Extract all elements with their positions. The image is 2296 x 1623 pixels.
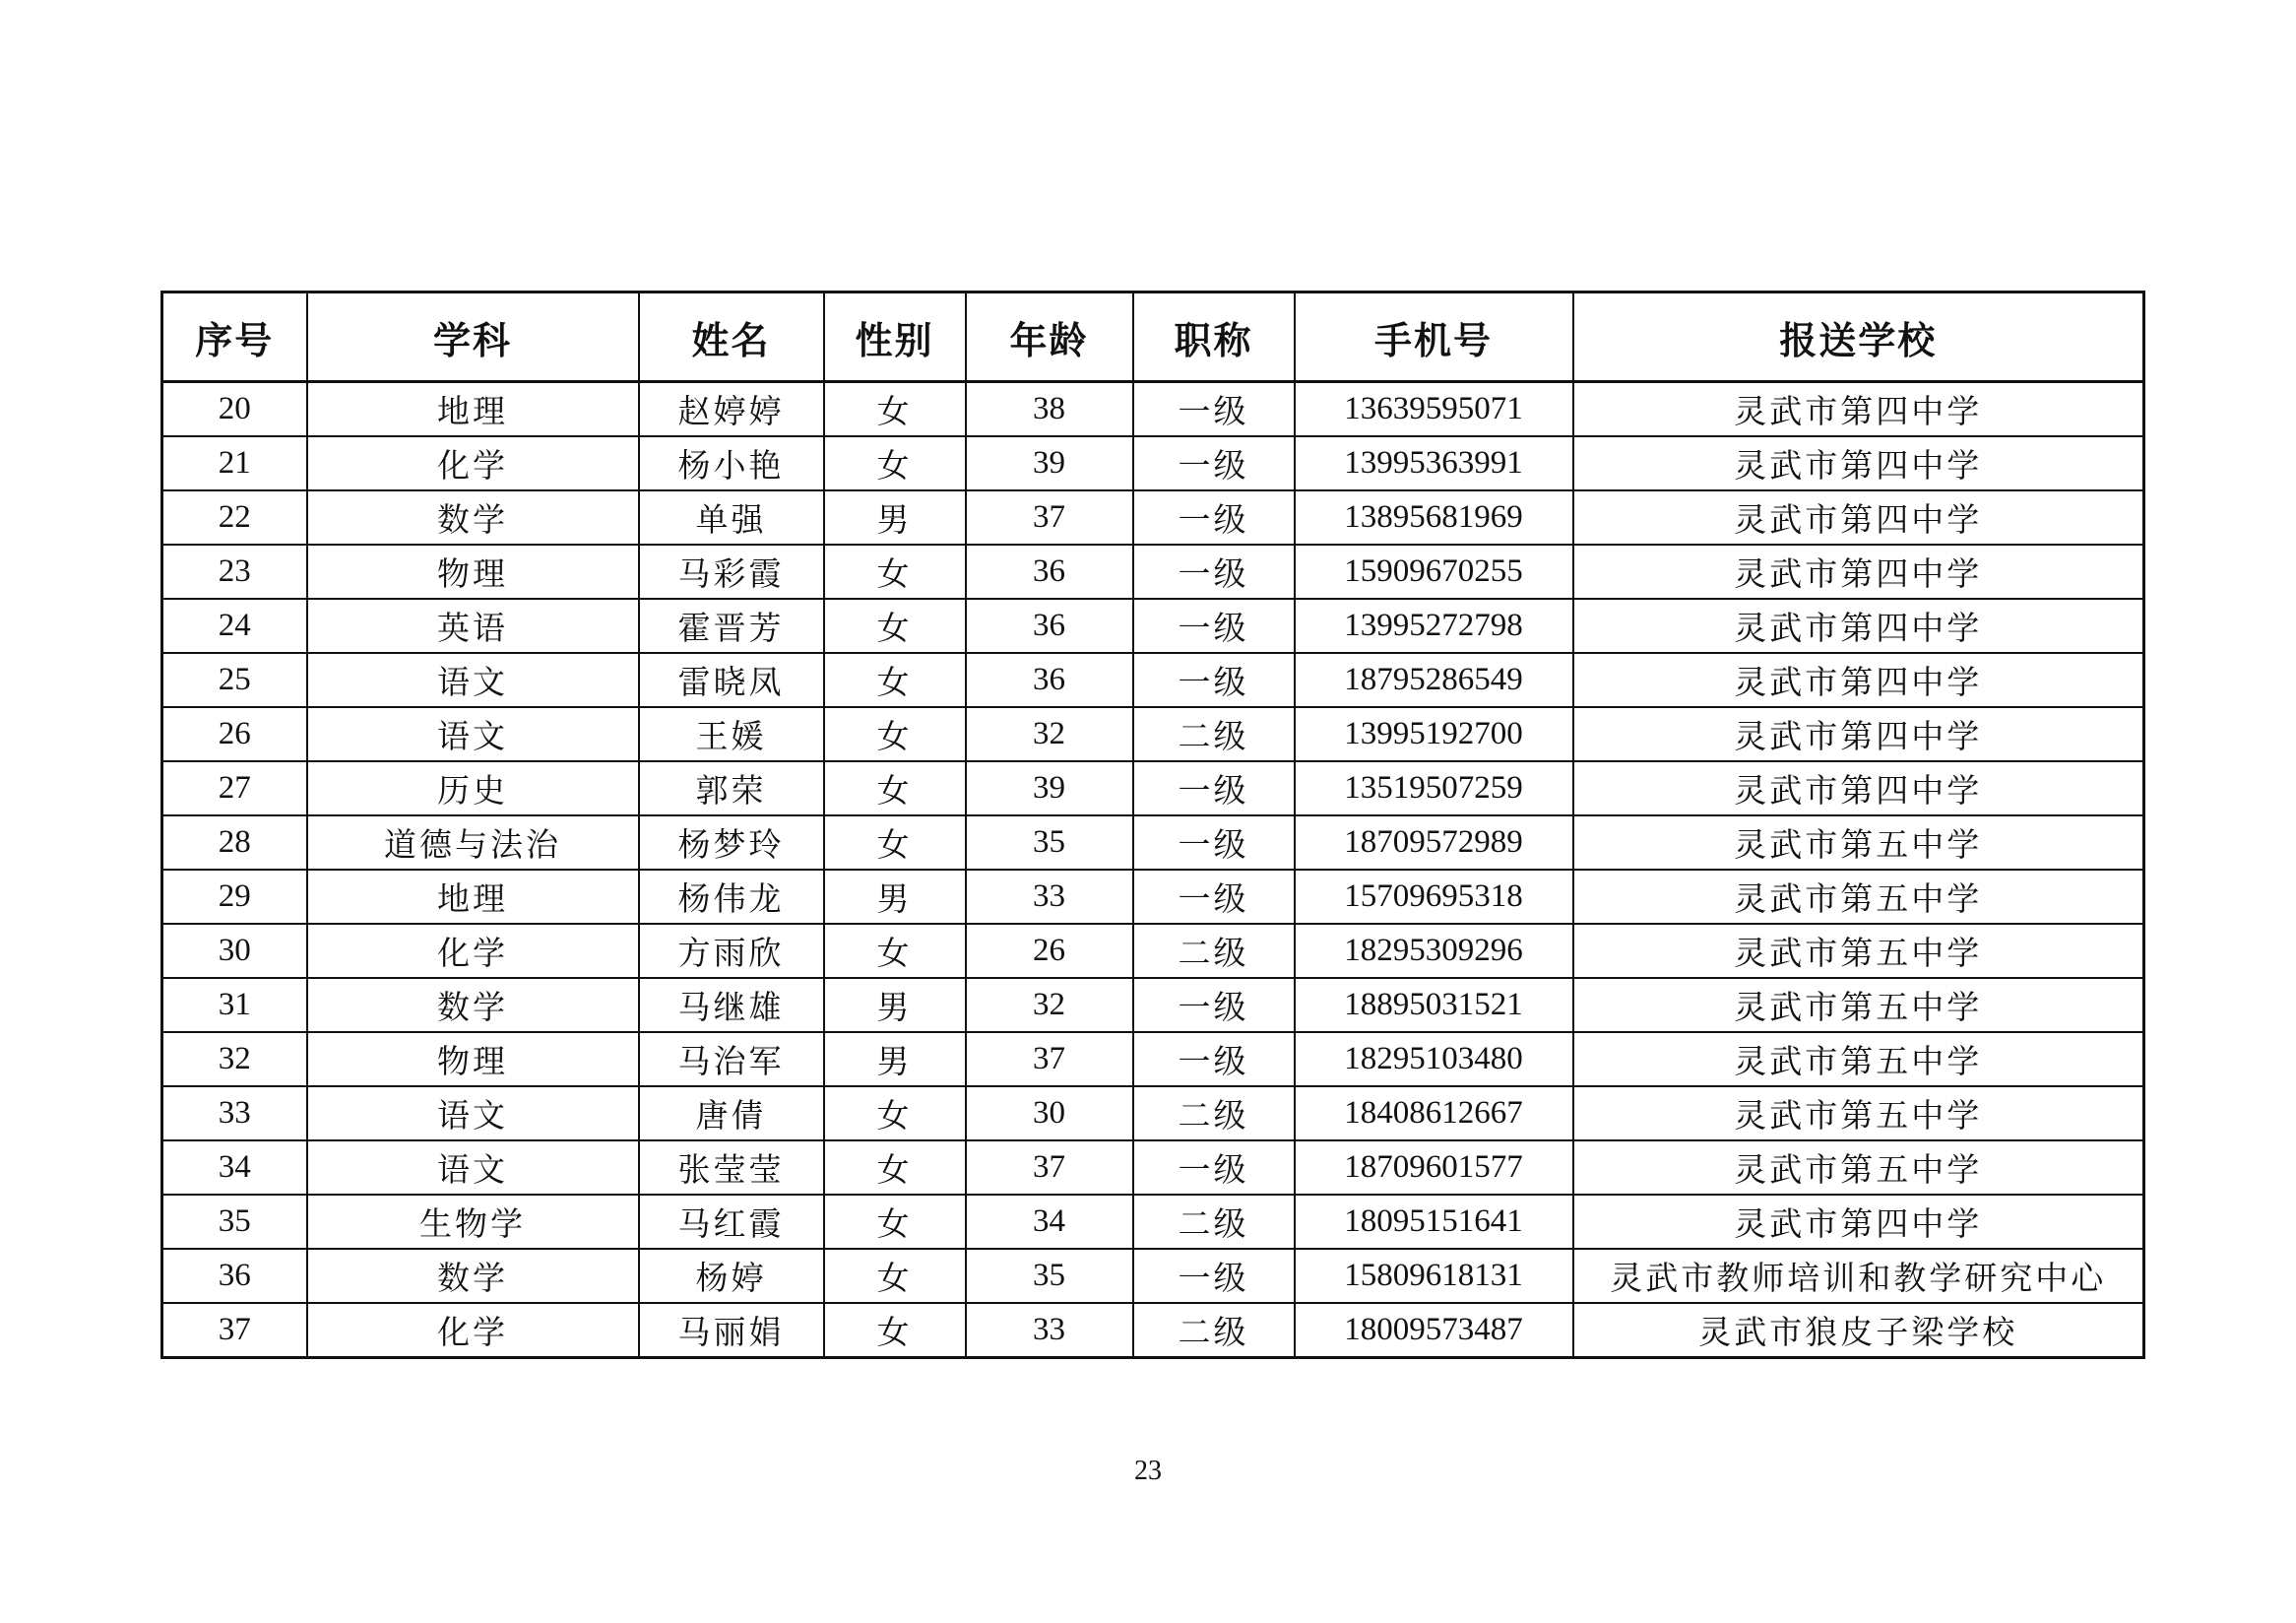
school-cell: 灵武市第五中学 — [1573, 815, 2144, 870]
school-cell: 灵武市第五中学 — [1573, 1140, 2144, 1195]
table-row — [162, 1303, 2144, 1358]
name-cell: 单强 — [639, 490, 824, 545]
age-cell: 32 — [966, 707, 1133, 761]
gender-cell: 女 — [824, 1195, 966, 1249]
subject-cell: 数学 — [307, 490, 639, 545]
age-cell: 37 — [966, 1032, 1133, 1086]
subject-cell: 化学 — [307, 1303, 639, 1358]
subject-cell: 语文 — [307, 1140, 639, 1195]
name-cell: 霍晋芳 — [639, 599, 824, 653]
table-row — [162, 1195, 2144, 1249]
table-row — [162, 707, 2144, 761]
phone-cell: 18408612667 — [1295, 1086, 1573, 1140]
table-row — [162, 382, 2144, 437]
subject-cell: 化学 — [307, 436, 639, 490]
name-cell: 杨小艳 — [639, 436, 824, 490]
title-cell: 一级 — [1133, 1140, 1295, 1195]
serial-cell: 33 — [162, 1086, 307, 1140]
header-phone: 手机号 — [1295, 292, 1573, 382]
phone-cell: 18295309296 — [1295, 924, 1573, 978]
name-cell: 杨婷 — [639, 1249, 824, 1303]
serial-cell: 27 — [162, 761, 307, 815]
title-cell: 二级 — [1133, 707, 1295, 761]
age-cell: 35 — [966, 815, 1133, 870]
school-cell: 灵武市第五中学 — [1573, 978, 2144, 1032]
subject-cell: 数学 — [307, 1249, 639, 1303]
title-cell: 二级 — [1133, 1195, 1295, 1249]
table-row — [162, 599, 2144, 653]
header-school: 报送学校 — [1573, 292, 2144, 382]
school-cell: 灵武市第四中学 — [1573, 545, 2144, 599]
table-row — [162, 490, 2144, 545]
phone-cell: 18709572989 — [1295, 815, 1573, 870]
gender-cell: 女 — [824, 382, 966, 437]
phone-cell: 15809618131 — [1295, 1249, 1573, 1303]
title-cell: 一级 — [1133, 545, 1295, 599]
header-title: 职称 — [1133, 292, 1295, 382]
title-cell: 一级 — [1133, 870, 1295, 924]
age-cell: 36 — [966, 599, 1133, 653]
phone-cell: 15709695318 — [1295, 870, 1573, 924]
serial-cell: 35 — [162, 1195, 307, 1249]
phone-cell: 15909670255 — [1295, 545, 1573, 599]
serial-cell: 30 — [162, 924, 307, 978]
age-cell: 37 — [966, 1140, 1133, 1195]
school-cell: 灵武市第五中学 — [1573, 870, 2144, 924]
school-cell: 灵武市第四中学 — [1573, 653, 2144, 707]
name-cell: 唐倩 — [639, 1086, 824, 1140]
name-cell: 雷晓凤 — [639, 653, 824, 707]
phone-cell: 18895031521 — [1295, 978, 1573, 1032]
serial-cell: 31 — [162, 978, 307, 1032]
header-subject: 学科 — [307, 292, 639, 382]
phone-cell: 18009573487 — [1295, 1303, 1573, 1358]
subject-cell: 数学 — [307, 978, 639, 1032]
table-row — [162, 815, 2144, 870]
phone-cell: 13519507259 — [1295, 761, 1573, 815]
phone-cell: 13639595071 — [1295, 382, 1573, 437]
age-cell: 38 — [966, 382, 1133, 437]
subject-cell: 物理 — [307, 545, 639, 599]
phone-cell: 18095151641 — [1295, 1195, 1573, 1249]
gender-cell: 女 — [824, 1303, 966, 1358]
gender-cell: 女 — [824, 436, 966, 490]
title-cell: 二级 — [1133, 1086, 1295, 1140]
gender-cell: 男 — [824, 1032, 966, 1086]
title-cell: 一级 — [1133, 490, 1295, 545]
school-cell: 灵武市第四中学 — [1573, 436, 2144, 490]
table-row — [162, 924, 2144, 978]
serial-cell: 28 — [162, 815, 307, 870]
name-cell: 马丽娟 — [639, 1303, 824, 1358]
subject-cell: 语文 — [307, 1086, 639, 1140]
name-cell: 马彩霞 — [639, 545, 824, 599]
subject-cell: 英语 — [307, 599, 639, 653]
school-cell: 灵武市第四中学 — [1573, 490, 2144, 545]
gender-cell: 女 — [824, 707, 966, 761]
serial-cell: 21 — [162, 436, 307, 490]
school-cell: 灵武市第四中学 — [1573, 599, 2144, 653]
header-gender: 性别 — [824, 292, 966, 382]
phone-cell: 13995192700 — [1295, 707, 1573, 761]
table-body — [162, 382, 2144, 1358]
gender-cell: 女 — [824, 1086, 966, 1140]
phone-cell: 13995272798 — [1295, 599, 1573, 653]
age-cell: 39 — [966, 761, 1133, 815]
gender-cell: 女 — [824, 1249, 966, 1303]
header-name: 姓名 — [639, 292, 824, 382]
serial-cell: 23 — [162, 545, 307, 599]
table-header — [162, 292, 2144, 382]
phone-cell: 18795286549 — [1295, 653, 1573, 707]
age-cell: 36 — [966, 653, 1133, 707]
title-cell: 一级 — [1133, 978, 1295, 1032]
title-cell: 一级 — [1133, 1249, 1295, 1303]
age-cell: 36 — [966, 545, 1133, 599]
subject-cell: 语文 — [307, 653, 639, 707]
title-cell: 二级 — [1133, 1303, 1295, 1358]
gender-cell: 女 — [824, 761, 966, 815]
phone-cell: 13895681969 — [1295, 490, 1573, 545]
age-cell: 34 — [966, 1195, 1133, 1249]
title-cell: 一级 — [1133, 1032, 1295, 1086]
serial-cell: 24 — [162, 599, 307, 653]
name-cell: 马继雄 — [639, 978, 824, 1032]
title-cell: 一级 — [1133, 653, 1295, 707]
serial-cell: 36 — [162, 1249, 307, 1303]
table-row — [162, 761, 2144, 815]
subject-cell: 道德与法治 — [307, 815, 639, 870]
table-row — [162, 978, 2144, 1032]
table-row — [162, 436, 2144, 490]
table-row — [162, 545, 2144, 599]
table-row — [162, 1032, 2144, 1086]
title-cell: 一级 — [1133, 815, 1295, 870]
gender-cell: 女 — [824, 545, 966, 599]
name-cell: 马红霞 — [639, 1195, 824, 1249]
school-cell: 灵武市第四中学 — [1573, 761, 2144, 815]
subject-cell: 历史 — [307, 761, 639, 815]
gender-cell: 女 — [824, 1140, 966, 1195]
school-cell: 灵武市第五中学 — [1573, 1032, 2144, 1086]
gender-cell: 女 — [824, 815, 966, 870]
header-serial: 序号 — [162, 292, 307, 382]
serial-cell: 37 — [162, 1303, 307, 1358]
subject-cell: 地理 — [307, 870, 639, 924]
school-cell: 灵武市第五中学 — [1573, 924, 2144, 978]
title-cell: 二级 — [1133, 924, 1295, 978]
serial-cell: 32 — [162, 1032, 307, 1086]
serial-cell: 20 — [162, 382, 307, 437]
title-cell: 一级 — [1133, 599, 1295, 653]
name-cell: 张莹莹 — [639, 1140, 824, 1195]
subject-cell: 化学 — [307, 924, 639, 978]
gender-cell: 女 — [824, 653, 966, 707]
name-cell: 方雨欣 — [639, 924, 824, 978]
title-cell: 一级 — [1133, 382, 1295, 437]
school-cell: 灵武市第四中学 — [1573, 382, 2144, 437]
subject-cell: 地理 — [307, 382, 639, 437]
name-cell: 郭荣 — [639, 761, 824, 815]
phone-cell: 13995363991 — [1295, 436, 1573, 490]
name-cell: 赵婷婷 — [639, 382, 824, 437]
table-row — [162, 653, 2144, 707]
header-age: 年龄 — [966, 292, 1133, 382]
age-cell: 26 — [966, 924, 1133, 978]
age-cell: 35 — [966, 1249, 1133, 1303]
age-cell: 33 — [966, 1303, 1133, 1358]
school-cell: 灵武市第四中学 — [1573, 707, 2144, 761]
teacher-roster-table — [160, 291, 2145, 1359]
subject-cell: 生物学 — [307, 1195, 639, 1249]
gender-cell: 男 — [824, 490, 966, 545]
name-cell: 杨伟龙 — [639, 870, 824, 924]
title-cell: 一级 — [1133, 436, 1295, 490]
gender-cell: 男 — [824, 978, 966, 1032]
school-cell: 灵武市狼皮子梁学校 — [1573, 1303, 2144, 1358]
phone-cell: 18295103480 — [1295, 1032, 1573, 1086]
serial-cell: 22 — [162, 490, 307, 545]
gender-cell: 女 — [824, 924, 966, 978]
subject-cell: 物理 — [307, 1032, 639, 1086]
name-cell: 杨梦玲 — [639, 815, 824, 870]
table-row — [162, 1140, 2144, 1195]
header-row — [162, 292, 2144, 382]
school-cell: 灵武市第四中学 — [1573, 1195, 2144, 1249]
serial-cell: 34 — [162, 1140, 307, 1195]
age-cell: 32 — [966, 978, 1133, 1032]
age-cell: 33 — [966, 870, 1133, 924]
serial-cell: 25 — [162, 653, 307, 707]
gender-cell: 男 — [824, 870, 966, 924]
serial-cell: 29 — [162, 870, 307, 924]
phone-cell: 18709601577 — [1295, 1140, 1573, 1195]
subject-cell: 语文 — [307, 707, 639, 761]
serial-cell: 26 — [162, 707, 307, 761]
age-cell: 30 — [966, 1086, 1133, 1140]
name-cell: 王媛 — [639, 707, 824, 761]
age-cell: 37 — [966, 490, 1133, 545]
school-cell: 灵武市第五中学 — [1573, 1086, 2144, 1140]
gender-cell: 女 — [824, 599, 966, 653]
title-cell: 一级 — [1133, 761, 1295, 815]
age-cell: 39 — [966, 436, 1133, 490]
school-cell: 灵武市教师培训和教学研究中心 — [1573, 1249, 2144, 1303]
page-number: 23 — [1134, 1456, 1162, 1486]
name-cell: 马治军 — [639, 1032, 824, 1086]
table-row — [162, 1249, 2144, 1303]
table-row — [162, 870, 2144, 924]
table-row — [162, 1086, 2144, 1140]
